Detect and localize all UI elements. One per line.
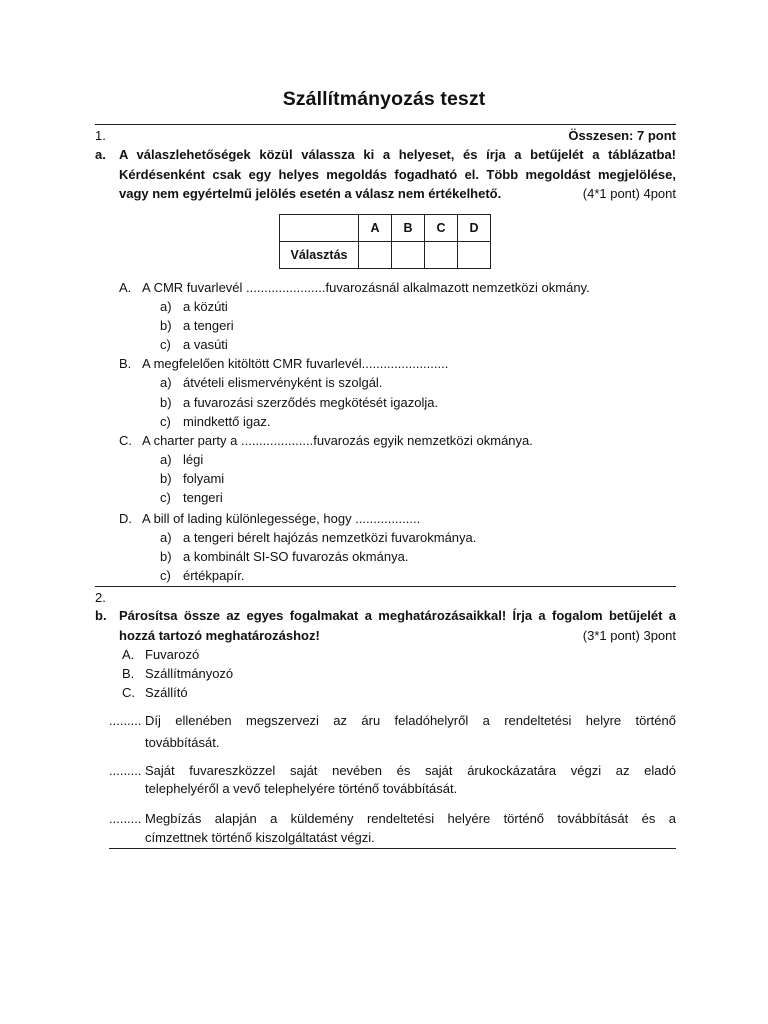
question-marker: D.	[119, 511, 132, 526]
instruction-text: A válaszlehetőségek közül válassza ki a helyeset, és írja a betűjelét a táblázatba!	[119, 147, 676, 162]
section-number: 2.	[95, 590, 106, 605]
term-marker: C.	[122, 685, 135, 700]
term-marker: B.	[122, 666, 135, 681]
definition-text: Díj ellenében megszervezi az áru feladóhelyről a rendeltetési helyre történő	[145, 713, 676, 728]
divider	[95, 124, 676, 125]
option-marker: b)	[160, 395, 172, 410]
instruction-text: hozzá tartozó meghatározáshoz!	[119, 628, 320, 643]
option-text: tengeri	[183, 490, 223, 505]
option-marker: b)	[160, 318, 172, 333]
option-text: folyami	[183, 471, 225, 486]
option-marker: a)	[160, 452, 172, 467]
section-2-header	[95, 588, 676, 607]
table-header-row	[280, 215, 491, 242]
option-marker: c)	[160, 568, 171, 583]
table-header-d: D	[458, 215, 491, 242]
question-text: A megfelelően kitöltött CMR fuvarlevél........................	[142, 356, 449, 371]
task-a-line-1	[95, 145, 676, 164]
definition-text: Megbízás alapján a küldemény rendeltetési helyére történő továbbítását és a	[145, 811, 676, 826]
definition-item	[109, 711, 676, 757]
answer-cell-d[interactable]	[458, 242, 491, 269]
answer-cell-c[interactable]	[425, 242, 458, 269]
option-text: légi	[183, 452, 204, 467]
option-text: átvételi elismervényként is szolgál.	[183, 375, 383, 390]
option-text: a fuvarozási szerződés megkötését igazolja.	[183, 395, 439, 410]
option-text: a vasúti	[183, 337, 228, 352]
instruction-text: Kérdésenként csak egy helyes megoldás fogadható el. Több megoldást megjelölése,	[119, 167, 676, 182]
term-text: Fuvarozó	[145, 647, 200, 662]
task-b-line-2	[95, 626, 676, 645]
task-marker: a.	[95, 147, 106, 162]
task-a-line-3	[95, 184, 676, 203]
term-text: Szállítmányozó	[145, 666, 234, 681]
answer-cell-b[interactable]	[392, 242, 425, 269]
table-header-b: B	[392, 215, 425, 242]
question-text: A CMR fuvarlevél ......................fuvarozásnál alkalmazott nemzetközi okmány.	[142, 280, 590, 295]
answer-blank[interactable]: .........	[109, 713, 142, 728]
total-points: Összesen: 7 pont	[568, 128, 676, 143]
question-text: A charter party a ....................fuvarozás egyik nemzetközi okmánya.	[142, 433, 533, 448]
task-b-line-1	[95, 606, 676, 625]
answer-blank[interactable]: .........	[109, 811, 142, 826]
option-marker: c)	[160, 490, 171, 505]
definition-text: Saját fuvareszközzel saját nevében és saját árukockázatára végzi az eladó	[145, 763, 676, 778]
task-points: (3*1 pont) 3pont	[582, 628, 676, 643]
option-text: mindkettő igaz.	[183, 414, 271, 429]
term-marker: A.	[122, 647, 135, 662]
option-text: a tengeri	[183, 318, 234, 333]
definition-text: címzettnek történő kiszolgáltatást végzi.	[145, 830, 375, 845]
task-points: (4*1 pont) 4pont	[582, 186, 676, 201]
question-text: A bill of lading különlegessége, hogy ..................	[142, 511, 421, 526]
term-text: Szállító	[145, 685, 188, 700]
option-text: értékpapír.	[183, 568, 245, 583]
answer-blank[interactable]: .........	[109, 763, 142, 778]
definition-item	[109, 761, 676, 807]
definition-text: továbbítását.	[145, 735, 220, 750]
option-marker: a)	[160, 530, 172, 545]
option-text: a tengeri bérelt hajózás nemzetközi fuvarokmánya.	[183, 530, 477, 545]
option-marker: a)	[160, 375, 172, 390]
instruction-text: Párosítsa össze az egyes fogalmakat a meghatározásaikkal! Írja a fogalom betűjelét a	[119, 608, 676, 623]
answer-table	[279, 214, 491, 269]
option-text: a közúti	[183, 299, 228, 314]
section-1-header	[95, 126, 676, 145]
option-marker: c)	[160, 337, 171, 352]
question-marker: A.	[119, 280, 132, 295]
definition-text: telephelyéről a vevő telephelyére történő továbbítását.	[145, 781, 458, 796]
divider	[109, 848, 676, 849]
table-answer-row	[280, 242, 491, 269]
task-a-line-2	[95, 165, 676, 184]
question-marker: B.	[119, 356, 132, 371]
section-number: 1.	[95, 128, 106, 143]
table-corner-cell	[280, 215, 359, 242]
table-header-c: C	[425, 215, 458, 242]
option-text: a kombinált SI-SO fuvarozás okmánya.	[183, 549, 409, 564]
option-marker: b)	[160, 471, 172, 486]
page-title: Szállítmányozás teszt	[282, 88, 486, 110]
question-marker: C.	[119, 433, 132, 448]
divider	[95, 586, 676, 587]
instruction-text: vagy nem egyértelmű jelölés esetén a válasz nem értékelhető.	[119, 186, 502, 201]
option-marker: b)	[160, 549, 172, 564]
table-row-label: Választás	[280, 242, 359, 269]
answer-cell-a[interactable]	[359, 242, 392, 269]
task-marker: b.	[95, 608, 107, 623]
option-marker: a)	[160, 299, 172, 314]
table-header-a: A	[359, 215, 392, 242]
option-marker: c)	[160, 414, 171, 429]
